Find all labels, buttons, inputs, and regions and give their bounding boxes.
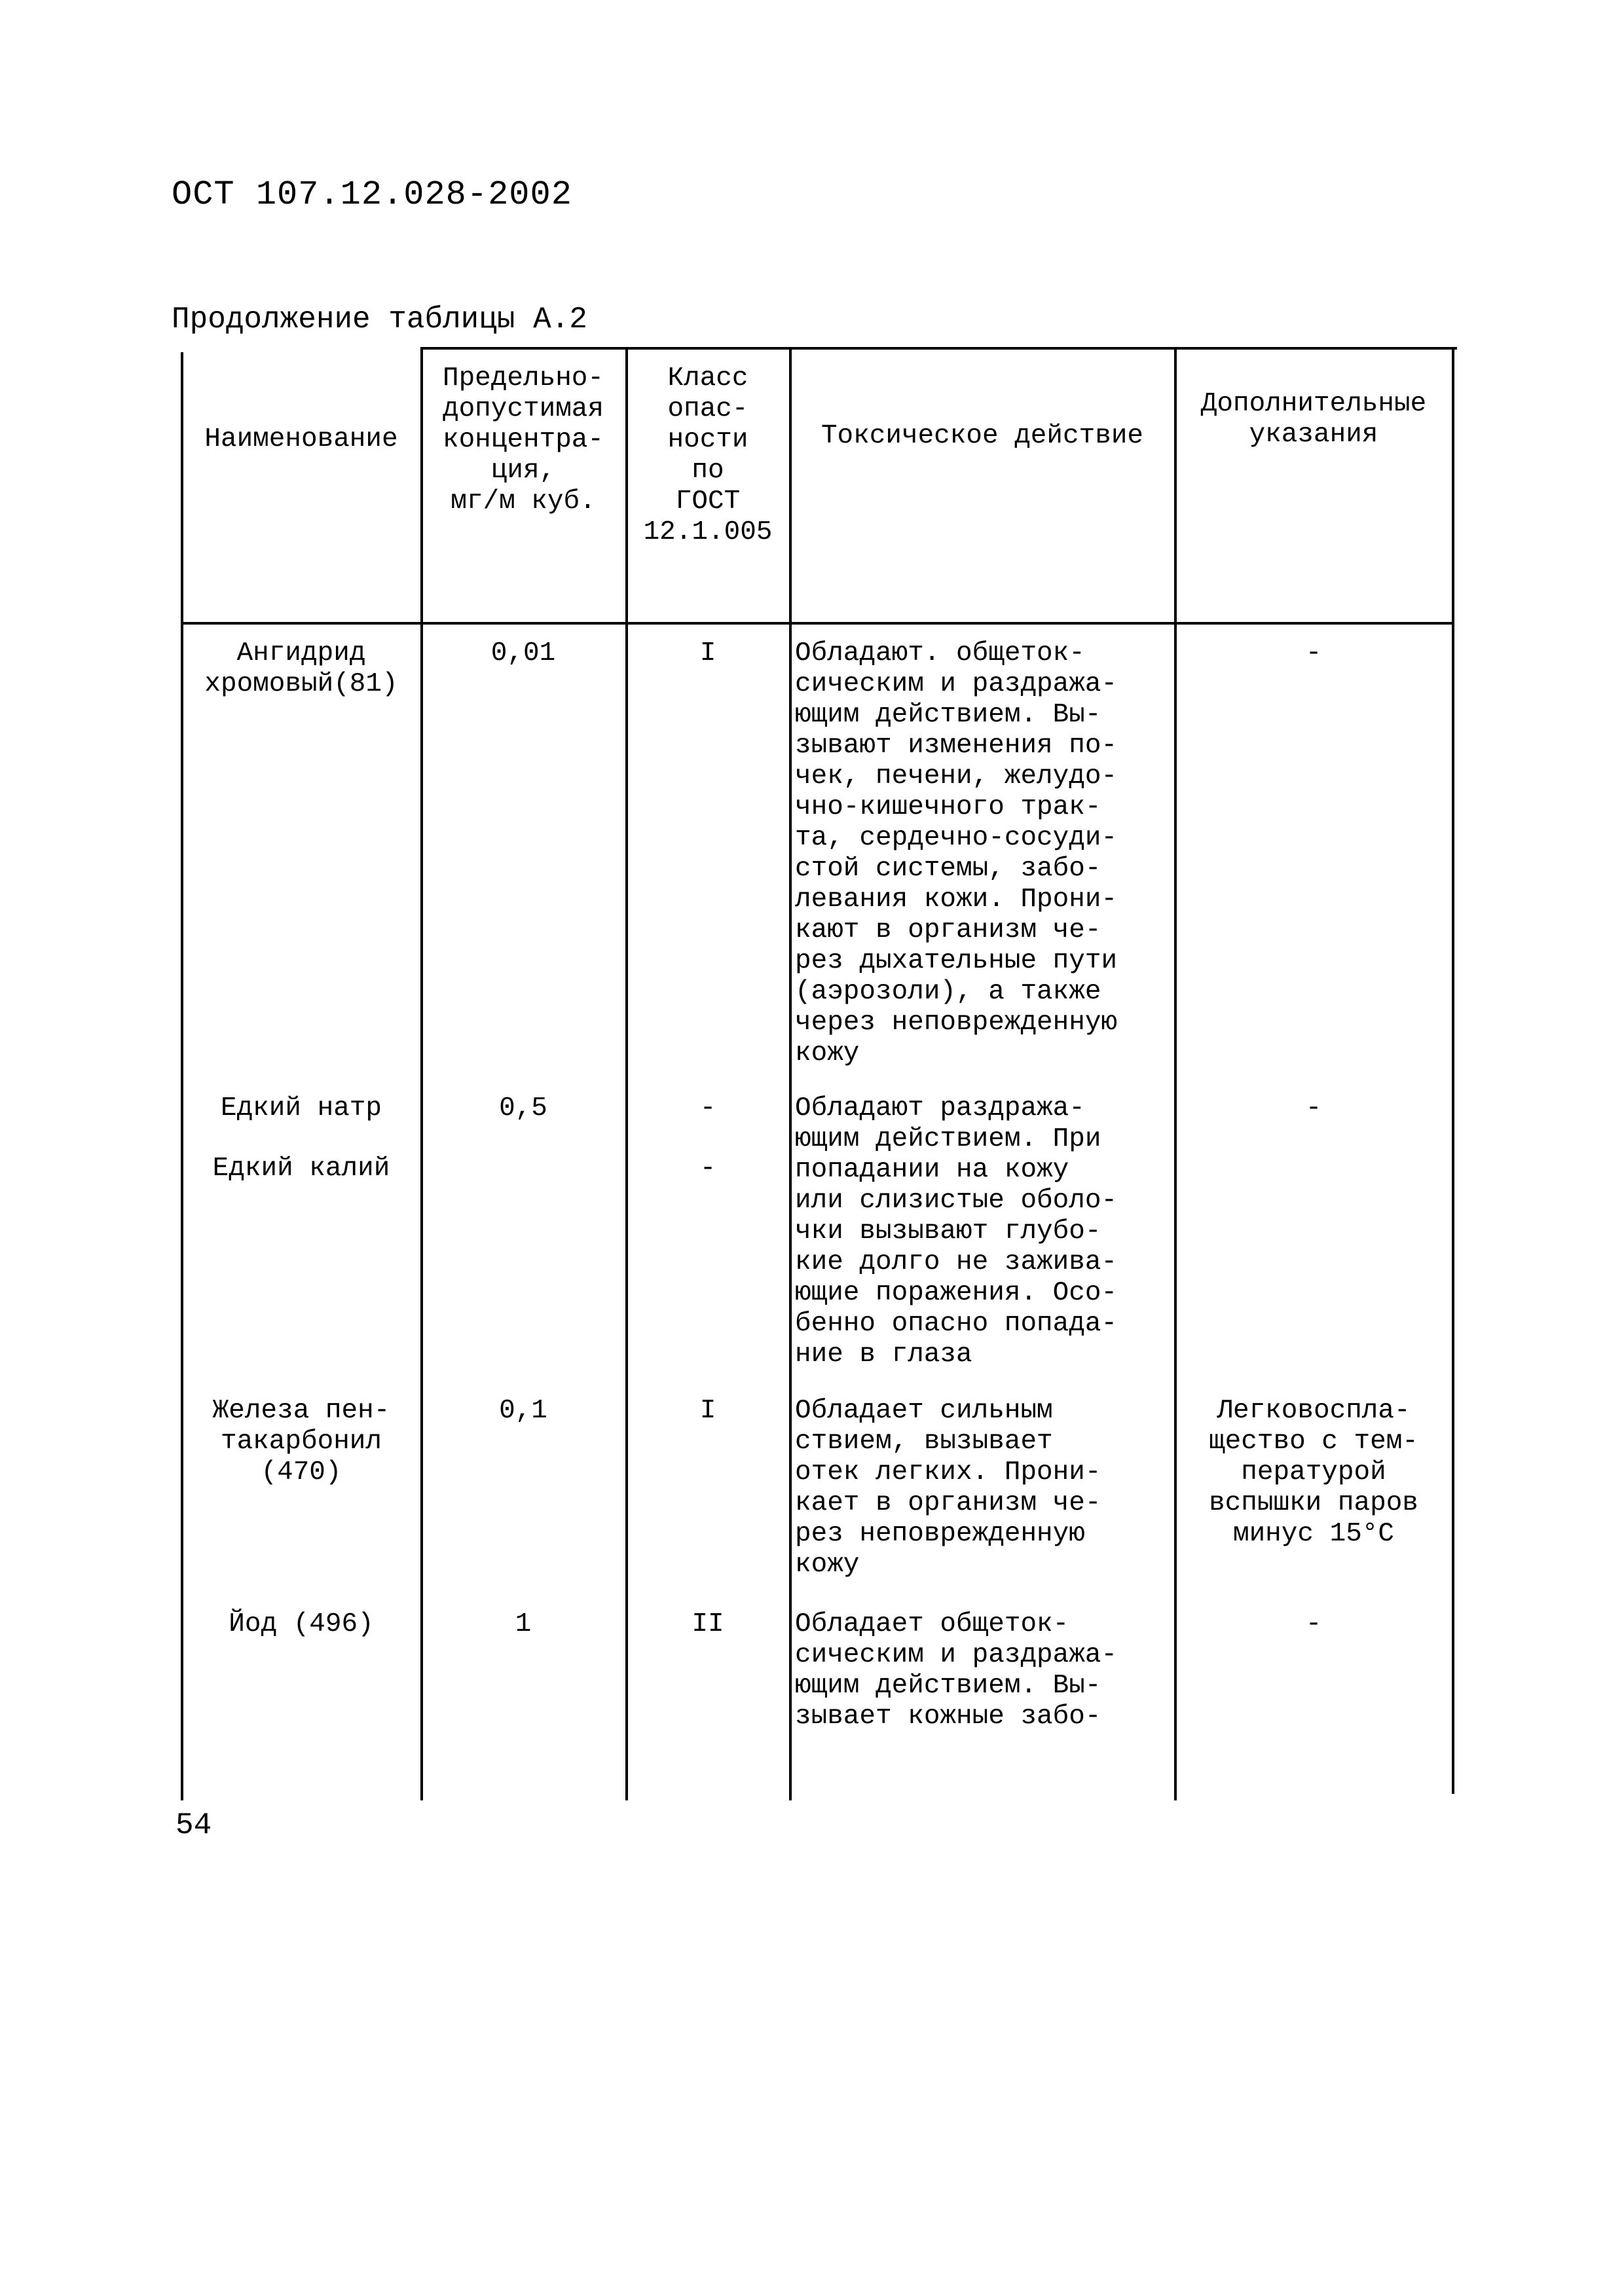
table-caption: Продолжение таблицы А.2 <box>172 302 587 337</box>
column-divider-2 <box>625 347 628 1800</box>
row-chromic-anhydride-toxic-action: Обладают. общеток- сическим и раздража- ющим действием. Вы- зывают изменения по- чек, печени, желудо- чно-кишечного трак- та, сердечно-сосуди- стой системы, забо- левания кожи. Прони- кают в организм че- рез дыхательные пути (аэрозоли), а также через неповрежденную кожу <box>795 638 1118 1068</box>
row-iron-pentacarbonyl-toxic-action: Обладает сильным ствием, вызывает отек легких. Прони- кает в организм че- рез неповрежденную кожу <box>795 1396 1101 1580</box>
column-header-toxic-action: Токсическое действие <box>821 421 1144 451</box>
column-header-hazard-class: Класс опас- ности по ГОСТ 12.1.005 <box>643 363 773 547</box>
row-iodine-hazard-class: II <box>692 1609 724 1639</box>
header-separator <box>181 622 1454 625</box>
column-header-mpc: Предельно- допустимая концентра- ция, мг/м куб. <box>442 363 604 517</box>
row-caustic-soda-toxic-action: Обладают раздража- ющим действием. При попадании на кожу или слизистые оболо- чки вызывают глубо- кие долго не зажива- ющие поражения. Осо- бенно опасно попада- ние в глаза <box>795 1093 1118 1370</box>
table-right-border <box>1452 347 1454 1794</box>
row-caustic-potash-hazard-class: - <box>699 1154 716 1184</box>
row-caustic-soda-notes: - <box>1305 1093 1322 1123</box>
row-iodine-mpc: 1 <box>515 1609 532 1639</box>
row-chromic-anhydride-mpc: 0,01 <box>490 638 556 668</box>
column-divider-1 <box>420 347 423 1800</box>
table-top-border <box>420 347 1457 350</box>
row-iron-pentacarbonyl-notes: Легковоспла- щество с тем- пературой вспышки паров минус 15°С <box>1209 1396 1418 1549</box>
table-left-border <box>181 352 183 1800</box>
column-header-name: Наименование <box>204 424 398 454</box>
row-iron-pentacarbonyl-hazard-class: I <box>699 1396 716 1426</box>
row-caustic-soda-name: Едкий натр <box>220 1093 382 1123</box>
document-code: ОСТ 107.12.028-2002 <box>172 175 572 214</box>
column-header-notes: Дополнительные указания <box>1200 389 1427 450</box>
row-caustic-soda-mpc: 0,5 <box>499 1093 547 1123</box>
row-iodine-name: Йод (496) <box>229 1609 374 1639</box>
row-iron-pentacarbonyl-mpc: 0,1 <box>499 1396 547 1426</box>
column-divider-3 <box>789 347 792 1800</box>
row-chromic-anhydride-name: Ангидрид хромовый(81) <box>204 638 398 699</box>
row-iron-pentacarbonyl-name: Железа пен- такарбонил (470) <box>212 1396 390 1487</box>
row-iodine-toxic-action: Обладает общеток- сическим и раздража- ющим действием. Вы- зывает кожные забо- <box>795 1609 1118 1732</box>
row-iodine-notes: - <box>1305 1609 1322 1639</box>
row-caustic-potash-name: Едкий калий <box>212 1154 390 1184</box>
row-chromic-anhydride-hazard-class: I <box>699 638 716 668</box>
column-divider-4 <box>1174 347 1177 1800</box>
row-caustic-soda-hazard-class: - <box>699 1093 716 1123</box>
row-chromic-anhydride-notes: - <box>1305 638 1322 668</box>
page-number: 54 <box>175 1808 212 1842</box>
